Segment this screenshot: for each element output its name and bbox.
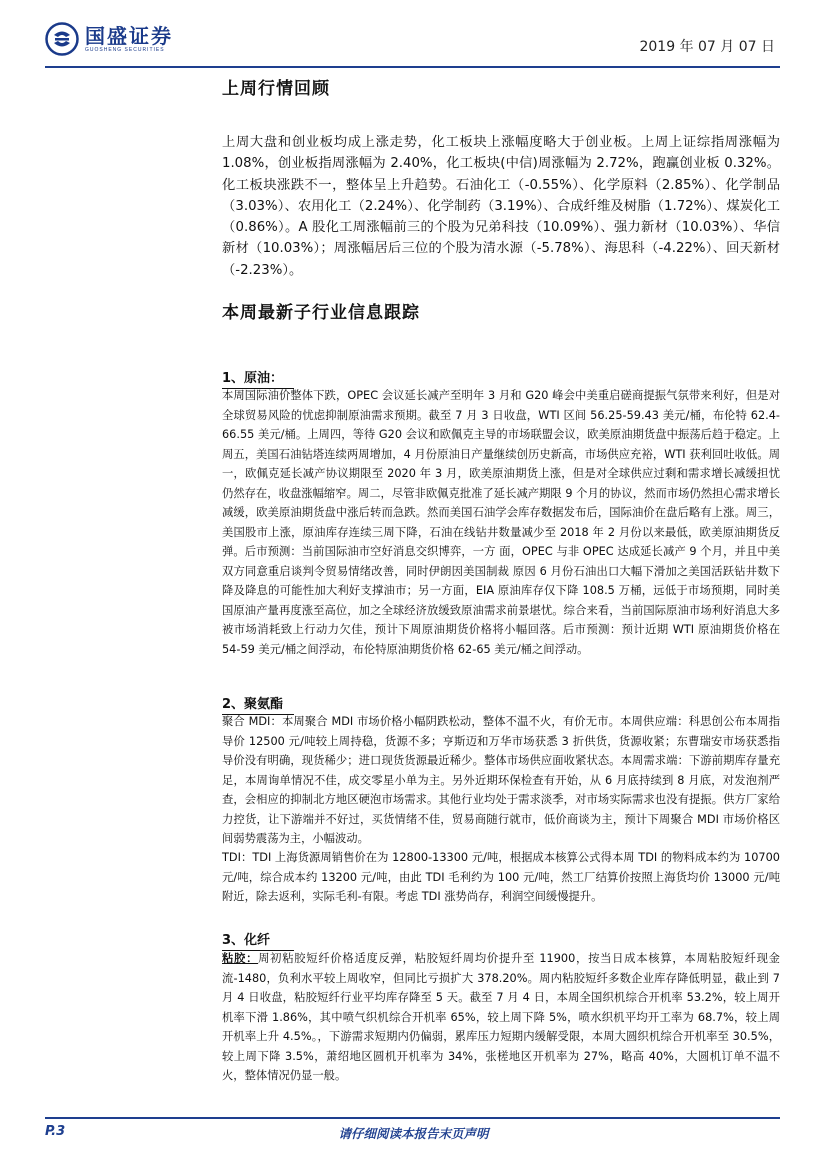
mdi-paragraph: 聚合 MDI：本周聚合 MDI 市场价格小幅阴跌松动，整体不温不火，有价无市。本周供应端：科思创公布本周指导价 12500 元/吨较上周持稳，货源不多；亨斯迈和万华市场获悉 3 折供货，货源收紧；东曹瑞安市场获悉指导价没有明确，现货稀少；进口现货货源最近稀少。整体市场供应面收紧状态。本周需求端：下游前期库存量充足，本周询单情况不佳，成交零星小单为主。另外近期环保检查有开始，从 6 月底持续到 8 月底，对发泡剂严查，会相应的抑制北方地区硬泡市场需求。其他行业均处于需求淡季，对市场实际需求也没有提振。供方厂家给力控货，让下游端并不好过，买货情绪不佳，贸易商随行就市，低价商谈为主，预计下周聚合 MDI 市场价格区间弱势震荡为主，小幅波动。 [222,715,780,845]
tdi-paragraph: TDI：TDI 上海货源周销售价在为 12800-13300 元/吨，根据成本核算公式得本周 TDI 的物料成本约为 10700 元/吨，综合成本约 13200 元/吨，由此 TDI 毛利约为 100 元/吨，然工厂结算价按照上海货均价 13000 元/吨附近，除去返利，实际毛利-有限。考虑 TDI 涨势尚存，利润空间缓慢提升。 [222,851,780,903]
section-title-chemical-fiber: 3、化纤 [222,929,294,951]
viscose-text: 周初粘胶短纤价格适度反弹，粘胶短纤周均价提升至 11900，按当日成本核算，本周粘胶短纤现金流-1480，负利水平较上周收窄，但同比亏损扩大 378.20%。周内粘胶短纤多数企业库存降低明显，截止到 7 月 4 日收盘，粘胶短纤行业平均库存降至 5 天。截至 7 月 4 日，本周全国织机综合开机率 53.2%，较上周开机率下滑 1.86%，其中喷气织机综合开机率 65%，较上周下降 5%，喷水织机平均开工率为 68.7%，较上周开机率上升 4.5%。，下游需求短期内仍偏弱，累库压力短期内缓解受限，本周大圆织机综合开机率至 30.5%，较上周下降 3.5%，萧绍地区圆机开机率为 34%，张槎地区开机率为 27%，略高 40%，大圆机订单不温不火，整体情况仍显一般。 [222,952,780,1082]
review-heading: 上周行情回顾 [222,79,330,99]
section-title-crude-oil: 1、原油： [222,367,294,389]
viscose-lead: 粘胶： [222,952,259,965]
logo-mark-icon [45,22,79,56]
report-date: 2019 年 07 月 07 日 [639,39,775,55]
crude-oil-paragraph: 本周国际油价整体下跌，OPEC 会议延长减产至明年 3 月和 G20 峰会中美重启磋商提振气氛带来利好，但是对全球贸易风险的忧虑抑制原油需求预期。截至 7 月 3 日收盘，WTI 区间 56.25-59.43 美元/桶，布伦特 62.4-66.55 美元/桶。上周四，等待 G20 会议和欧佩克主导的市场联盟会议，欧美原油期货盘中振荡后趋于稳定。上周五，美国石油钻塔连续两周增加，4 月份原油日产量继续创历史新高，市场供应充裕，WTI 获利回吐收低。周一，欧佩克延长减产协议期限至 2020 年 3 月，欧美原油期货上涨，但是对全球供应过剩和需求增长减缓担忧仍然存在，收盘涨幅缩窄。周二，尽管非欧佩克批准了延长减产期限 9 个月的协议，然而市场仍然担心需求增长减缓，欧美原油期货盘中涨后转而急跌。然而美国石油学会库存数据发布后，国际油价在盘后略有上涨。周三，美国股市上涨，原油库存连续三周下降，石油在线钻井数量减少至 2018 年 2 月份以来最低，欧美原油期货反弹。后市预测：当前国际油市空好消息交织博弈，一方 面，OPEC 与非 OPEC 达成延长减产 9 个月，并且中美双方同意重启谈判令贸易情绪改善，同时伊朗因美国制裁 原因 6 月份石油出口大幅下滑加之美国活跃钻井数下降及降息的可能性加大利好支撑油市；另一方面，EIA 原油库存仅下降 108.5 万桶，远低于市场预期，同时美国原油产量再度涨至高位，加之全球经济放缓致原油需求前景堪忧。综合来看，当前国际原油市场利好消息大多被市场消耗致上行动力欠佳，预计下周原油期货价格将小幅回落。后市预测：预计近期 WTI 原油期货价格在 54-59 美元/桶之间浮动，布伦特原油期货价格 62-65 美元/桶之间浮动。 [222,389,780,656]
company-logo [45,22,173,56]
page-number: P.3 [45,1124,66,1139]
disclaimer-note: 请仔细阅读本报告末页声明 [338,1126,489,1141]
tracking-heading: 本周最新子行业信息跟踪 [222,303,420,323]
page-header [45,22,775,64]
header-rule [45,66,780,68]
section-title-polyurethane: 2、聚氨酯 [222,693,294,715]
logo-chinese-name: 国盛证券 [85,23,173,48]
footer-rule [45,1117,780,1119]
viscose-paragraph [222,949,780,1086]
review-paragraph: 上周大盘和创业板均成上涨走势，化工板块上涨幅度略大于创业板。上周上证综指周涨幅为 1.08%，创业板指周涨幅为 2.40%，化工板块(中信)周涨幅为 2.72%，跑赢创业板 0.32%。化工板块涨跌不一，整体呈上升趋势。石油化工（-0.55%）、化学原料（2.85%）、化学制品（3.03%）、农用化工（2.24%）、化学制药（3.19%）、合成纤维及树脂（1.72%）、煤炭化工（0.86%）。A 股化工周涨幅前三的个股为兄弟科技（10.09%）、强力新材（10.03%）、华信新材（10.03%）；周涨幅居后三位的个股为清水源（-5.78%）、海思科（-4.22%）、回天新材（-2.23%）。 [222,135,780,278]
logo-english-name: GUOSHENG SECURITIES [85,46,165,53]
